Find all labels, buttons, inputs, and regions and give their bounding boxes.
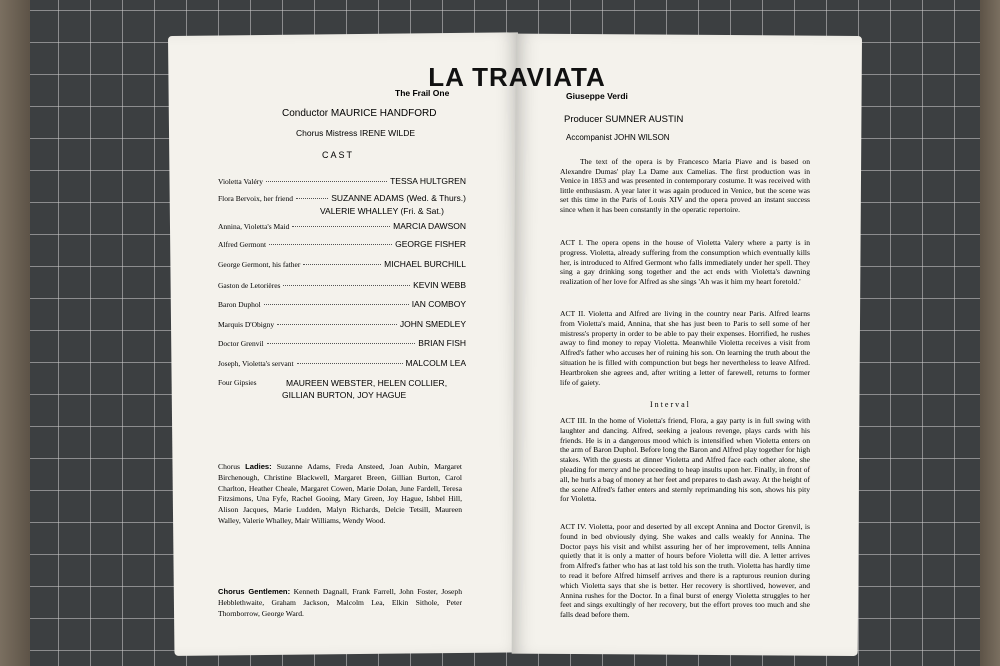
cast-role: Marquis D'Obigny	[218, 320, 275, 329]
cast-actor-alternate: VALERIE WHALLEY (Fri. & Sat.)	[320, 206, 444, 216]
cast-actor: GEORGE FISHER	[395, 239, 466, 249]
cast-row	[218, 221, 466, 231]
act-synopsis	[560, 522, 810, 620]
cast-actor: BRIAN FISH	[418, 338, 466, 348]
chorus-gentlemen-label: Chorus Gentlemen:	[218, 587, 291, 596]
opera-introduction: The text of the opera is by Francesco Maria Piave and is based on Alexandre Dumas' play La Dame aux Camelias. The first production was in Venice in 1853 and was presented in contemporary costume. It was received with little enthusiasm. A year later it was again produced in Venice, but the scene was set this time in the Paris of Louis XIV and the opera proved an instant success since when it has been constantly in the operatic repertoire.	[560, 157, 810, 214]
composer-name: Giuseppe Verdi	[566, 91, 628, 101]
interval-heading: Interval	[650, 400, 691, 409]
cast-row	[218, 280, 466, 290]
chorus-prefix: Chorus	[218, 462, 240, 471]
cast-actor: MAUREEN WEBSTER, HELEN COLLIER,	[286, 378, 448, 388]
chorus-ladies-names: Suzanne Adams, Freda Ansteed, Joan Aubin, Margaret Birchenough, Christine Blackwell, Margaret Breen, Gillian Burton, Carol Charlton, Heather Cheale, Margaret Cowen, Marie Dolan, June Fardell, Teresa Fitzsimons, Una Fyfe, Rachel Gooing, Mary Green, Joy Hague, Ishbel Hill, Alison Jacques, Marie Ludden, Malyn Richards, Delcie Tetsill, Maureen Walley, Valerie Whalley, Mair Williams, Wendy Wood.	[218, 462, 462, 525]
cast-heading: CAST	[322, 150, 355, 160]
opera-title: LA TRAVIATA	[428, 62, 606, 92]
act-label: ACT IV.	[560, 522, 587, 531]
chorus-ladies-list	[218, 462, 462, 527]
accompanist-credit: Accompanist JOHN WILSON	[566, 133, 670, 142]
cast-role: Flora Bervoix, her friend	[218, 194, 293, 203]
act-text: Violetta, poor and deserted by all except Annina and Doctor Grenvil, is found in bed obviously dying. She wakes and calls weakly for Annina. The Doctor pays his visit and whilst assuring her of her improvement, tells Annina quietly that it is only a matter of hours before Violetta will die. A letter arrives from Alfred's father who has at last told his son the truth. Violetta has hardly time to read it before Alfred himself arrives and there is a rapturous reunion during which Violetta says that she is better. Her recovery is shortlived, however, and Annina rushes for the Doctor. In a final burst of energy Violetta struggles to her feet and sings exultingly of her recovery, but the effort proves too much and she falls dead before them.	[560, 522, 810, 620]
act-label: ACT I.	[560, 238, 584, 247]
producer-credit: Producer SUMNER AUSTIN	[564, 114, 684, 125]
act-text: Violetta and Alfred are living in the country near Paris. Alfred learns from Violetta's maid, Annina, that she has just been to Paris to sell some of her mistress's property in order to be able to pay their expenses. Horrified, he rushes away to find money to repay Violetta. Meanwhile Violetta receives a visit from Alfred's father who accuses her of ruining his son. On learning the truth about the situation he is filled with compunction but begs her nevertheless to leave Alfred. Heartbroken she agrees and, after writing a letter of farewell, returns to former life of gaiety.	[560, 309, 810, 387]
act-text: In the home of Violetta's friend, Flora, a gay party is in full swing with laughter and dancing. Alfred, seeking a jealous revenge, plays cards with his friends. He is in a dangerous mood which is intensified when Violetta enters on the arm of Baron Duphol. Before long the Baron and Alfred play together for high stakes. With the guests at dinner Violetta and Alfred face each other alone, she pleading for mercy and he proceeding to heap insults upon her. Finally, in front of all, he hurls a bag of money at her feet and prepares to dash away. At the height of the scene Alfred's father enters and sternly reprimanding his son, shows his pity for Violetta.	[560, 416, 810, 504]
cast-row	[218, 193, 466, 203]
cast-role: Baron Duphol	[218, 300, 261, 309]
act-synopsis	[560, 309, 810, 387]
cast-actor: MALCOLM LEA	[405, 358, 466, 368]
cast-role: Gaston de Letorières	[218, 281, 281, 290]
cast-row	[218, 338, 466, 348]
chorus-gentlemen-list	[218, 587, 462, 619]
chorus-gentlemen-names: Kenneth Dagnall, Frank Farrell, John Foster, Joseph Hebblethwaite, Graham Jackson, Malcolm Lea, Elkin Sithole, Peter Thornborrow, George Ward.	[218, 587, 462, 618]
cast-actor: SUZANNE ADAMS (Wed. & Thurs.)	[331, 193, 466, 203]
conductor-credit: Conductor MAURICE HANDFORD	[282, 108, 437, 119]
cast-row	[218, 319, 466, 329]
act-text: The opera opens in the house of Violetta Valery where a party is in progress. Violetta, already suffering from the consumption which eventually kills her, is introduced to Alfred Germont who falls immediately under her spell. They sing a gay drinking song together and the act ends with Violetta's dawning realization of her love for Alfred as she sings 'Ah was it him my heart foretold.'	[560, 238, 810, 287]
wooden-table-left	[0, 0, 30, 666]
cast-actor: JOHN SMEDLEY	[399, 319, 466, 329]
cast-row	[218, 358, 466, 368]
act-label: ACT II.	[560, 309, 586, 318]
cast-row	[218, 176, 466, 186]
cast-role: Doctor Grenvil	[218, 339, 264, 348]
cast-role: Annina, Violetta's Maid	[218, 222, 290, 231]
cast-role: Violetta Valéry	[218, 177, 264, 186]
cast-actor: KEVIN WEBB	[413, 280, 466, 290]
cast-row	[218, 239, 466, 249]
cast-actor: IAN COMBOY	[411, 299, 466, 309]
chorus-ladies-label: Ladies:	[245, 462, 272, 471]
cast-role: George Germont, his father	[218, 260, 301, 269]
cast-role: Four Gipsies	[218, 378, 257, 387]
cast-actor: TESSA HULTGREN	[390, 176, 466, 186]
chorus-mistress-credit: Chorus Mistress IRENE WILDE	[296, 128, 416, 138]
cast-actor: MICHAEL BURCHILL	[384, 259, 466, 269]
cast-row	[218, 299, 466, 309]
cast-row	[218, 259, 466, 269]
cast-role: Joseph, Violetta's servant	[218, 359, 294, 368]
cast-actor: MARCIA DAWSON	[393, 221, 466, 231]
opera-subtitle: The Frail One	[395, 88, 450, 98]
wooden-table-right	[980, 0, 1000, 666]
act-synopsis	[560, 416, 810, 504]
cast-role: Alfred Germont	[218, 240, 267, 249]
act-label: ACT III.	[560, 416, 587, 425]
act-synopsis	[560, 238, 810, 287]
cast-actor: GILLIAN BURTON, JOY HAGUE	[282, 390, 407, 400]
